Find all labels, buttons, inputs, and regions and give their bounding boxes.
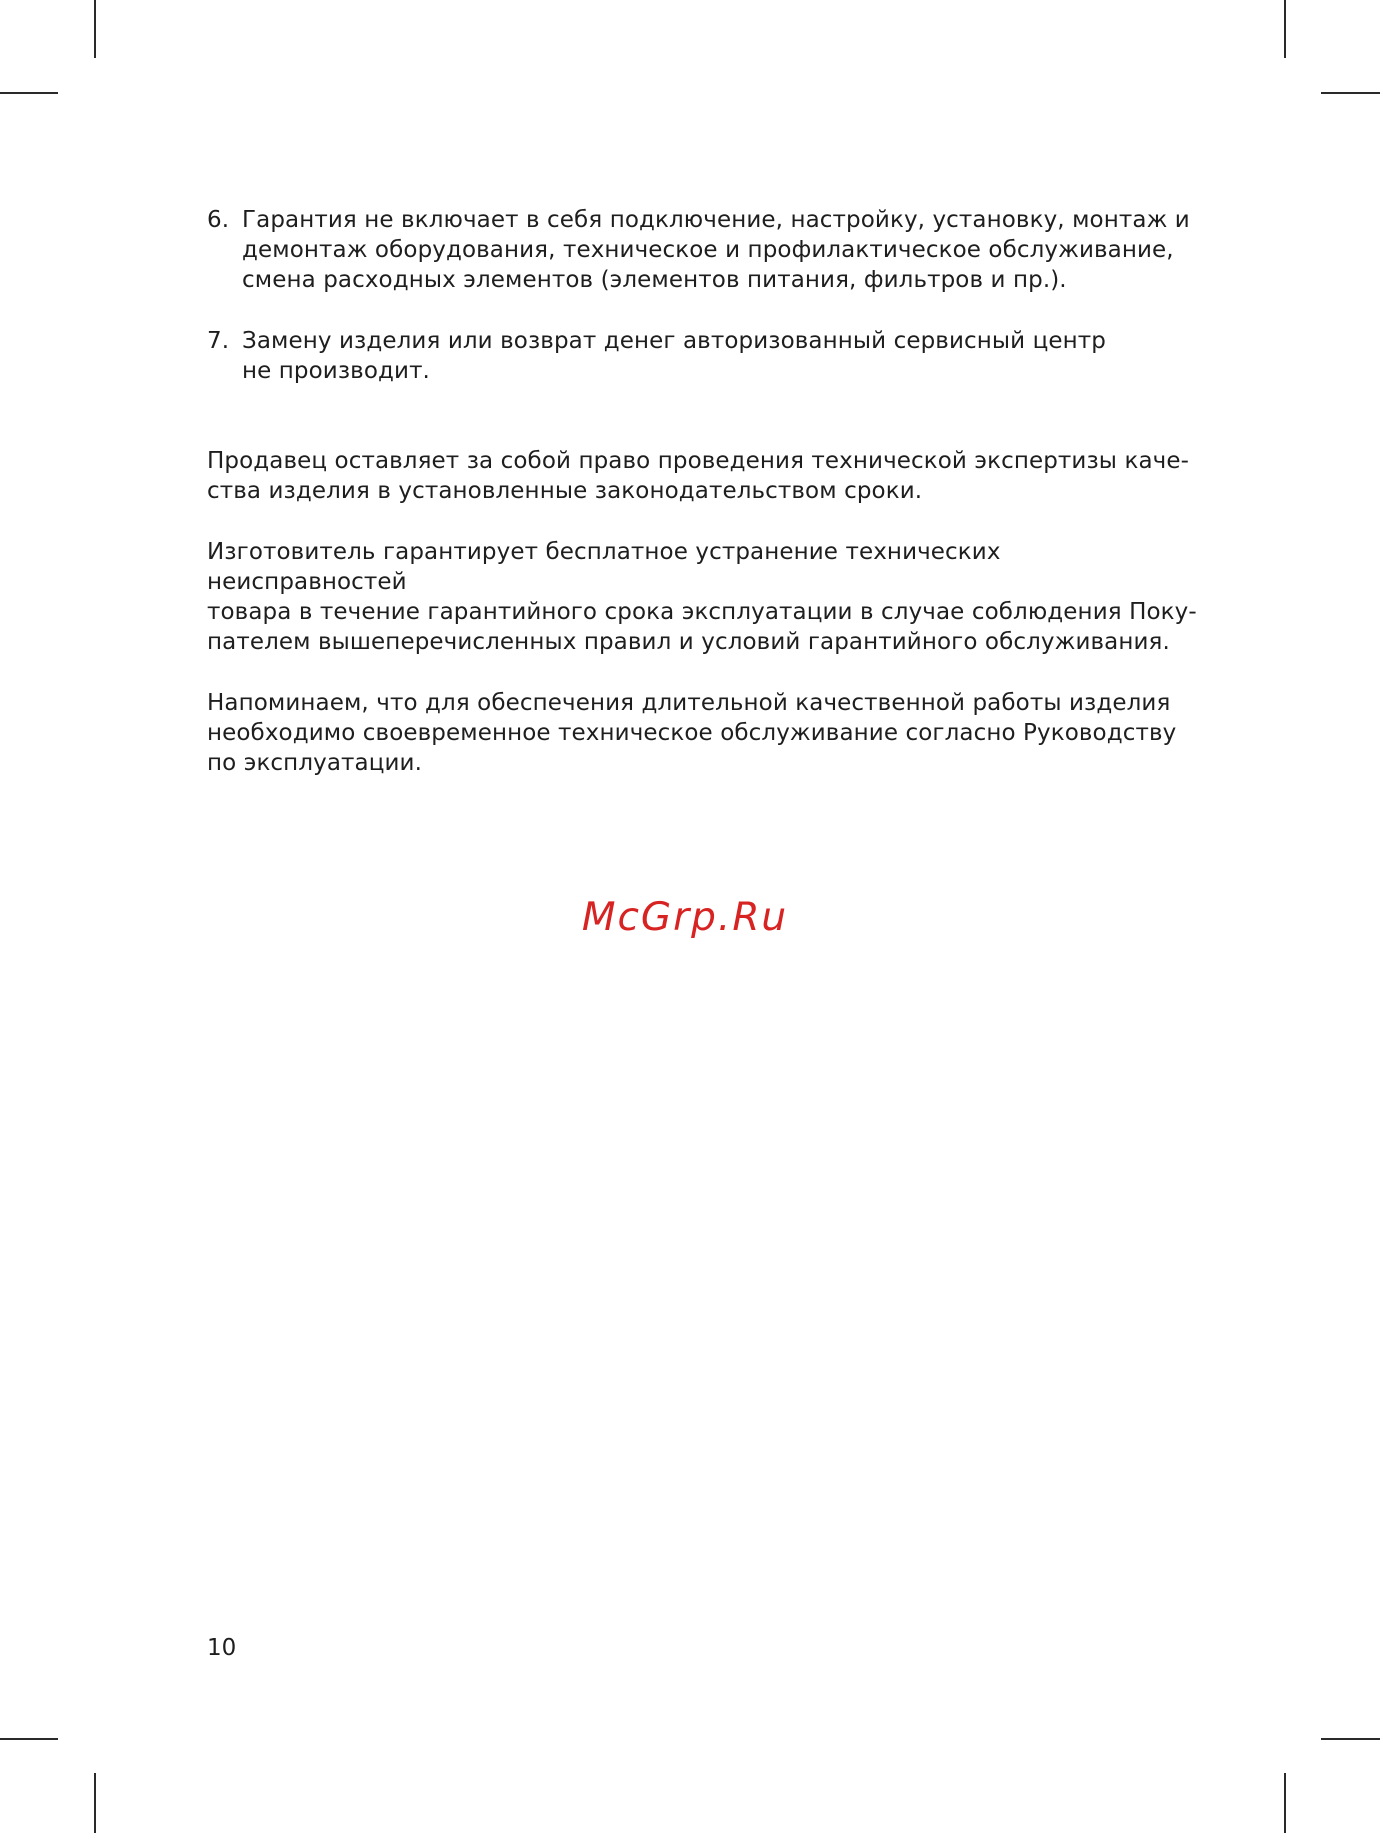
crop-mark-bottom-left-vertical	[94, 1773, 96, 1833]
crop-mark-top-right-vertical	[1284, 0, 1286, 58]
watermark-text: McGrp.Ru	[581, 895, 789, 940]
paragraph-seller-expertise: Продавец оставляет за собой право проведения технической экспертизы каче- ства изделия в установленные законодательством сроки.	[207, 448, 1190, 505]
list-item	[207, 326, 1207, 386]
watermark	[0, 895, 1380, 940]
crop-mark-top-right-horizontal	[1321, 92, 1380, 94]
warranty-text	[207, 205, 1207, 809]
crop-mark-bottom-right-horizontal	[1321, 1738, 1380, 1740]
crop-mark-top-left-vertical	[94, 0, 96, 58]
crop-mark-top-left-horizontal	[0, 92, 58, 94]
crop-mark-bottom-right-vertical	[1284, 1773, 1286, 1833]
list-item-number: 7.	[207, 327, 230, 354]
list-item-text: Гарантия не включает в себя подключение, настройку, установку, монтаж и демонтаж оборудования, техническое и профилактическое обслуживание, смена расходных элементов (элементов питания, фильтров и пр.).	[242, 207, 1190, 294]
paragraph-manufacturer-guarantee: Изготовитель гарантирует бесплатное устранение технических неисправностей товара в течение гарантийного срока эксплуатации в случае соблюдения Поку- пателем вышеперечисленных правил и условий гарантийного обслуживания.	[207, 538, 1197, 656]
paragraph-maintenance-reminder: Напоминаем, что для обеспечения длительной качественной работы изделия необходимо своевременное техническое обслуживание согласно Руководству по эксплуатации.	[207, 689, 1177, 777]
list-item-number: 6.	[207, 207, 230, 233]
page-number: 10	[207, 1635, 237, 1661]
crop-mark-bottom-left-horizontal	[0, 1738, 58, 1740]
paragraph-block	[207, 416, 1207, 809]
list-item-text: Замену изделия или возврат денег авторизованный сервисный центр не производит.	[242, 327, 1106, 384]
list-item	[207, 205, 1207, 296]
